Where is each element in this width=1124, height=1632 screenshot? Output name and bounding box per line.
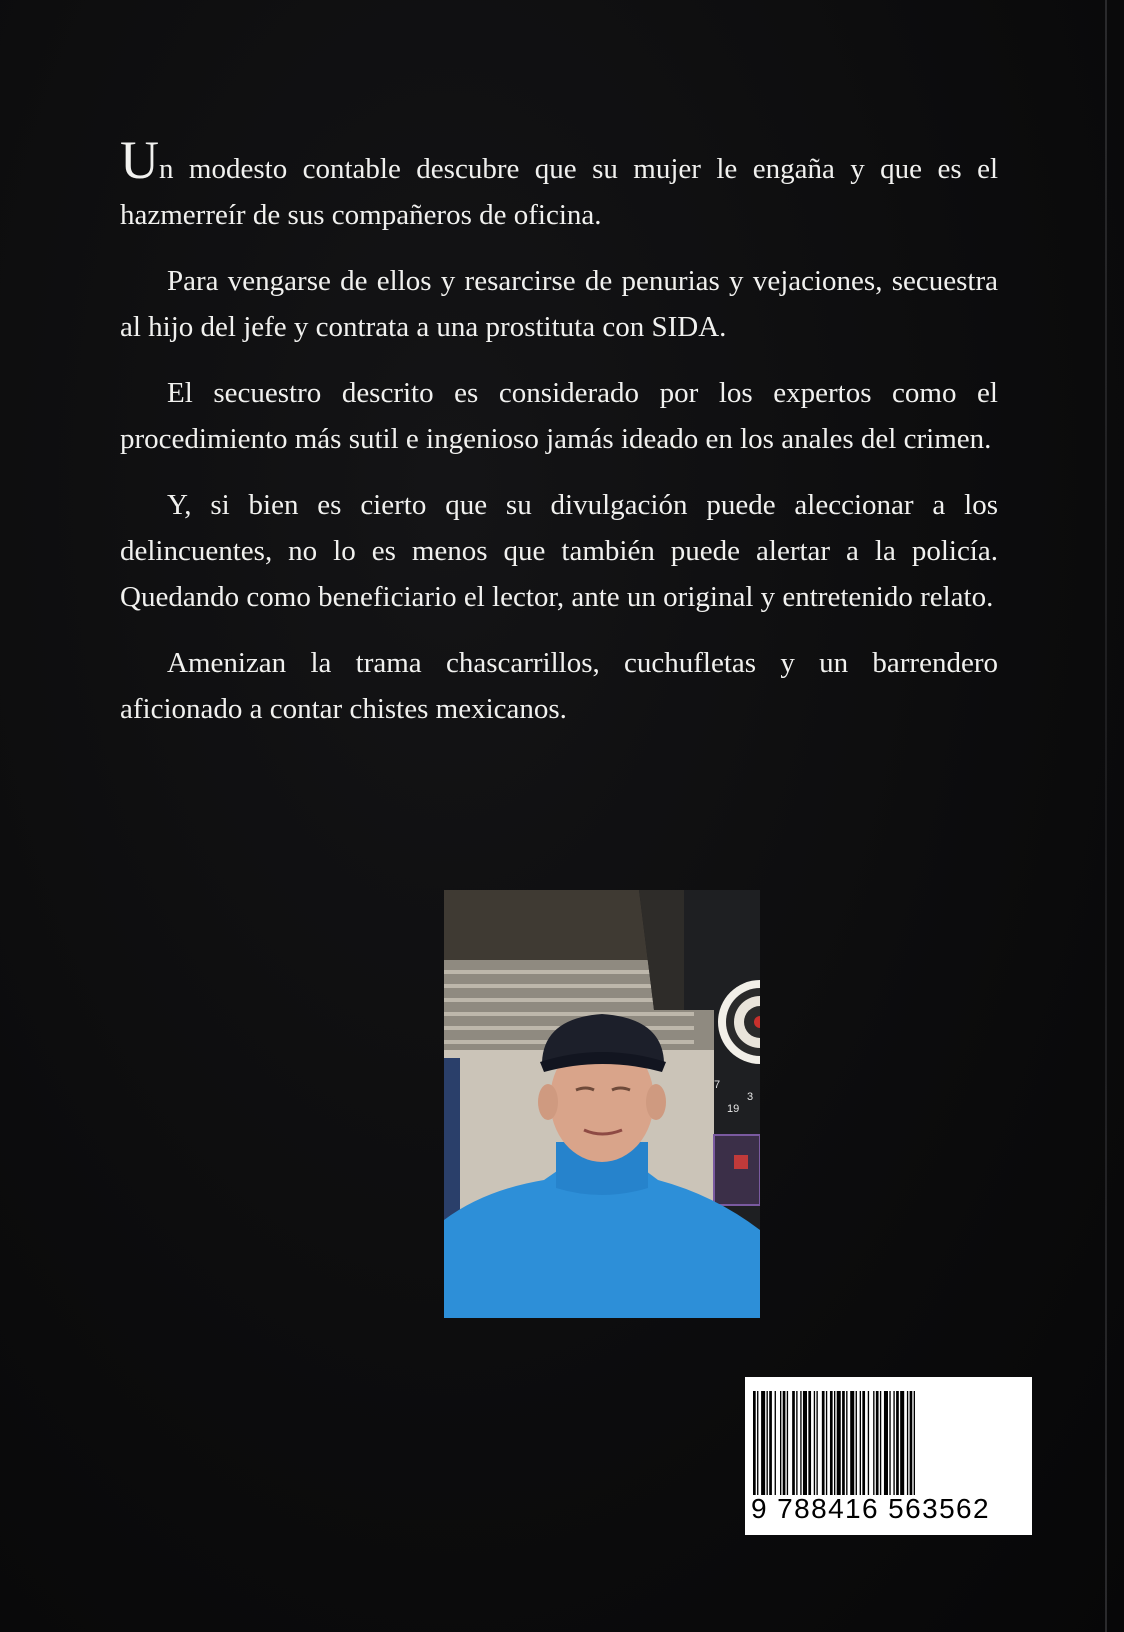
blurb-paragraph-3: El secuestro descrito es considerado por los expertos como el procedimiento más sutil e ingenioso jamás ideado en los anales del crimen. xyxy=(120,377,998,455)
barcode-bar xyxy=(893,1391,894,1495)
barcode-bar xyxy=(837,1391,841,1495)
barcode-bar xyxy=(876,1391,879,1495)
dart-number-3: 3 xyxy=(747,1091,754,1103)
blurb-paragraph-4: Y, si bien es cierto que su divulgación puede aleccionar a los delincuentes, no lo es menos que también puede alertar a la policía. Quedando como beneficiario el lector, ante un original y entretenido relato. xyxy=(120,489,998,613)
barcode-bar xyxy=(753,1391,756,1495)
barcode-bar xyxy=(889,1391,890,1495)
barcode-bar xyxy=(808,1391,811,1495)
barcode-bar xyxy=(896,1391,899,1495)
barcode-bar xyxy=(783,1391,786,1495)
blurb-paragraph-2: Para vengarse de ellos y resarcirse de penurias y vejaciones, secuestra al hijo del jefe y contrata a una prostituta con SIDA. xyxy=(120,265,998,343)
cabinet-emblem xyxy=(734,1155,748,1169)
blurb-paragraph-1 xyxy=(120,130,998,238)
barcode-bar xyxy=(914,1391,915,1495)
barcode-bar xyxy=(873,1391,874,1495)
author-photo xyxy=(444,890,760,1318)
blurb-paragraph-5: Amenizan la trama chascarrillos, cuchufletas y un barrendero aficionado a contar chistes mexicanos. xyxy=(120,647,998,725)
dart-number-19: 19 xyxy=(727,1103,740,1115)
barcode-bar xyxy=(826,1391,827,1495)
barcode-bar xyxy=(900,1391,904,1495)
blurb-paragraph-1-rest: n modesto contable descubre que su mujer le engaña y que es el hazmerreír de sus compañeros de oficina. xyxy=(120,153,998,231)
barcode-bar xyxy=(796,1391,797,1495)
ear-right xyxy=(646,1084,666,1120)
barcode-bar xyxy=(868,1391,869,1495)
barcode-bar xyxy=(910,1391,913,1495)
barcode-bar xyxy=(767,1391,768,1495)
drop-cap: U xyxy=(120,130,159,190)
author-photo-illustration xyxy=(444,890,760,1318)
barcode-bars xyxy=(753,1391,1025,1495)
barcode-bar xyxy=(800,1391,801,1495)
barcode-bar xyxy=(862,1391,865,1495)
barcode-bar xyxy=(814,1391,815,1495)
barcode-bar xyxy=(803,1391,807,1495)
cabinet-panel xyxy=(714,1135,760,1205)
isbn-barcode xyxy=(745,1377,1032,1535)
barcode-bar xyxy=(775,1391,776,1495)
barcode-bar xyxy=(880,1391,881,1495)
isbn-number: 9 788416 563562 xyxy=(751,1493,990,1524)
barcode-bar xyxy=(757,1391,758,1495)
dart-number-7: 7 xyxy=(714,1079,721,1091)
barcode-bar xyxy=(816,1391,817,1495)
barcode-bar xyxy=(787,1391,788,1495)
spine-edge-line xyxy=(1105,0,1107,1632)
barcode-bar xyxy=(834,1391,835,1495)
barcode-bar xyxy=(769,1391,772,1495)
barcode-bar xyxy=(884,1391,888,1495)
blurb-text xyxy=(120,130,998,752)
barcode-bar xyxy=(822,1391,825,1495)
barcode-bar xyxy=(856,1391,857,1495)
barcode-bar xyxy=(846,1391,847,1495)
barcode-bar xyxy=(830,1391,833,1495)
barcode-bar xyxy=(860,1391,861,1495)
barcode-bar xyxy=(792,1391,795,1495)
barcode-bar xyxy=(907,1391,908,1495)
barcode-bar xyxy=(850,1391,854,1495)
barcode-bar xyxy=(842,1391,845,1495)
ear-left xyxy=(538,1084,558,1120)
barcode-bar xyxy=(761,1391,765,1495)
barcode-bar xyxy=(780,1391,781,1495)
